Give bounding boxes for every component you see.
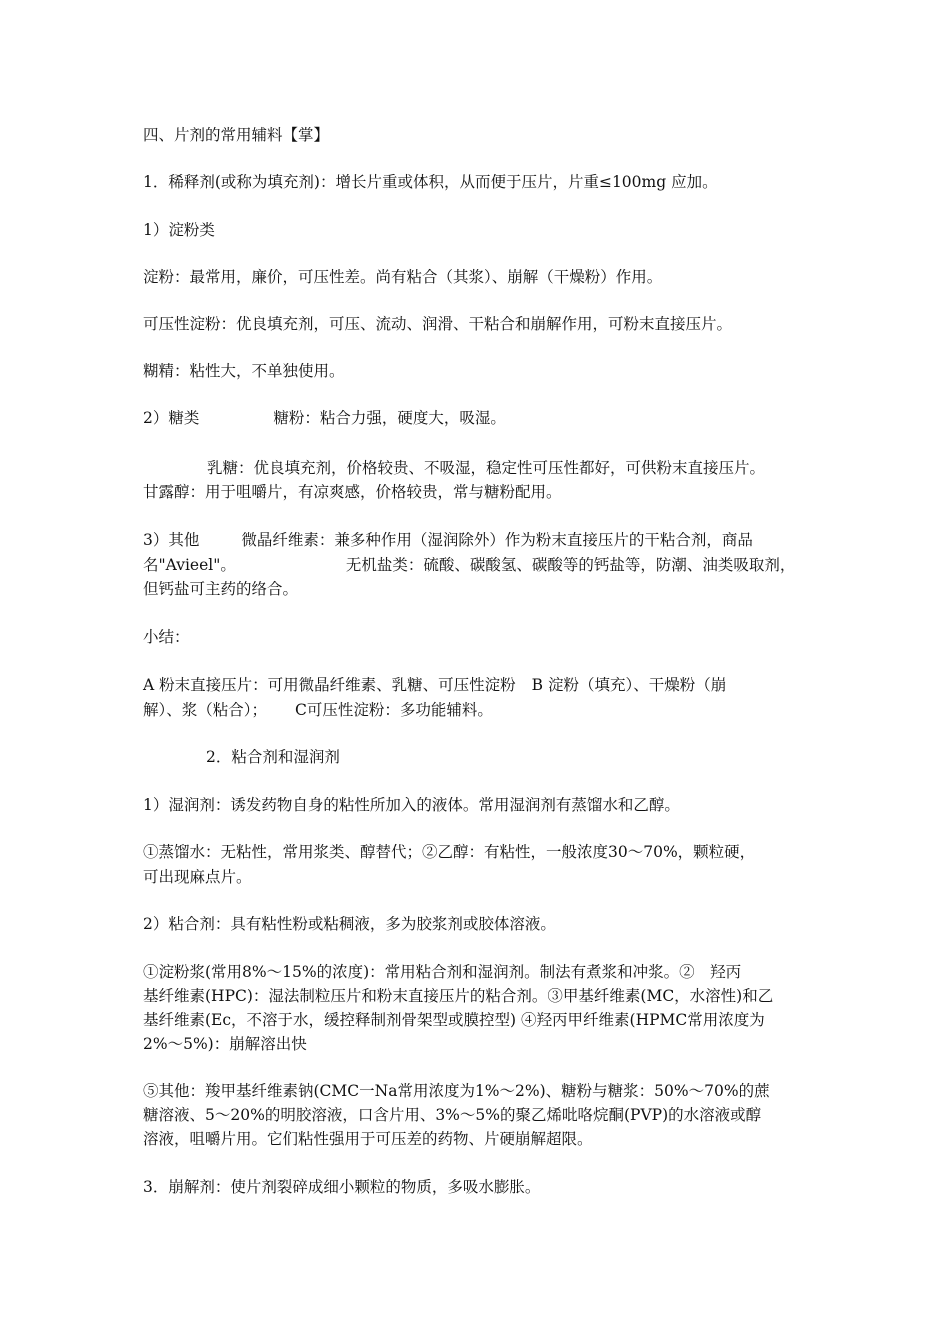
summary-line-1 [143, 673, 726, 697]
summary-line-2 [143, 698, 493, 722]
paragraph-diluent: 1．稀释剂(或称为填充剂)：增长片重或体积，从而便于压片，片重≤100mg 应加。 [143, 173, 718, 191]
summary-c: C可压性淀粉：多功能辅料。 [295, 701, 493, 719]
paragraph-binder-types-4: 2%～5%)：崩解溶出快 [143, 1035, 307, 1053]
paragraph-water-ethanol-cont: 可出现麻点片。 [143, 868, 252, 886]
paragraph-lactose: 乳糖：优良填充剂，价格较贵、不吸湿，稳定性可压性都好，可供粉末直接压片。 [207, 459, 766, 477]
paragraph-binder-types-1: ①淀粉浆(常用8%～15%的浓度)：常用粘合剂和湿润剂。制法有煮浆和冲浆。② 羟丙 [143, 963, 742, 981]
paragraph-others-cont [143, 553, 795, 577]
paragraph-binder: 2）粘合剂：具有粘性粉或粘稠液，多为胶浆剂或胶体溶液。 [143, 915, 556, 933]
subheading-sugars: 2）糖类 [143, 409, 200, 427]
paragraph-others-end: 但钙盐可主药的络合。 [143, 580, 299, 598]
paragraph-binder-types-2: 基纤维素(HPC)：湿法制粒压片和粉末直接压片的粘合剂。③甲基纤维素(MC，水溶性)和乙 [143, 987, 774, 1005]
summary-a: A 粉末直接压片：可用微晶纤维素、乳糖、可压性淀粉 [143, 676, 516, 694]
text-avicel: 名"Avieel"。 [143, 556, 236, 574]
summary-b-cont: 解）、浆（粘合）； [143, 701, 268, 719]
section-binders: 2．粘合剂和湿润剂 [206, 748, 340, 766]
paragraph-other-binders-3: 溶液，咀嚼片用。它们粘性强用于可压差的药物、片硬崩解超限。 [143, 1130, 593, 1148]
paragraph-sugars [143, 406, 506, 430]
section-disintegrants: 3．崩解剂：使片剂裂碎成细小颗粒的物质，多吸水膨胀。 [143, 1178, 541, 1196]
text-powdered-sugar: 糖粉：粘合力强，硬度大，吸湿。 [273, 409, 506, 427]
paragraph-other-binders-1: ⑤其他：羧甲基纤维素钠(CMC一Na常用浓度为1%～2%)、糖粉与糖浆：50%～70%的蔗 [143, 1082, 770, 1100]
section-heading: 四、片剂的常用辅料【掌】 [143, 126, 330, 144]
paragraph-water-ethanol: ①蒸馏水：无粘性，常用浆类、醇替代；②乙醇：有粘性，一般浓度30～70%，颗粒硬， [143, 843, 756, 861]
paragraph-dextrin: 糊精：粘性大，不单独使用。 [143, 362, 345, 380]
summary-heading: 小结： [143, 628, 190, 646]
paragraph-binder-types-3: 基纤维素(Ec，不溶于水，缓控释制剂骨架型或膜控型) ④羟丙甲纤维素(HPMC常用浓度为 [143, 1011, 765, 1029]
paragraph-mannitol: 甘露醇：用于咀嚼片，有凉爽感，价格较贵，常与糖粉配用。 [143, 483, 562, 501]
paragraph-wetting: 1）湿润剂：诱发药物自身的粘性所加入的液体。常用湿润剂有蒸馏水和乙醇。 [143, 796, 680, 814]
text-inorganic-salts: 无机盐类：硫酸、碳酸氢、碳酸等的钙盐等，防潮、油类吸取剂， [345, 556, 796, 574]
paragraph-others [143, 528, 753, 552]
summary-b: B 淀粉（填充）、干燥粉（崩 [531, 676, 727, 694]
subheading-starch: 1）淀粉类 [143, 221, 215, 239]
subheading-others: 3）其他 [143, 531, 200, 549]
paragraph-other-binders-2: 糖溶液、5～20%的明胶溶液，口含片用、3%～5%的聚乙烯吡咯烷酮(PVP)的水溶液或醇 [143, 1106, 762, 1124]
paragraph-starch: 淀粉：最常用，廉价，可压性差。尚有粘合（其浆）、崩解（干燥粉）作用。 [143, 268, 663, 286]
text-mcc: 微晶纤维素：兼多种作用（湿润除外）作为粉末直接压片的干粘合剂，商品 [241, 531, 753, 549]
paragraph-compressible-starch: 可压性淀粉：优良填充剂，可压、流动、润滑、干粘合和崩解作用，可粉末直接压片。 [143, 315, 733, 333]
